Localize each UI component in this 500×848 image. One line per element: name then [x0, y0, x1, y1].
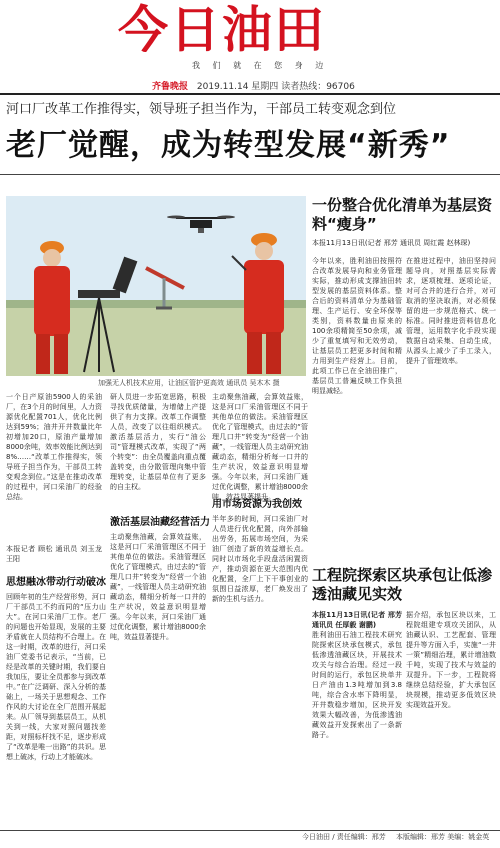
headline-rule — [0, 174, 500, 175]
footer-left: 今日油田 / 责任编辑：邢芳 — [302, 833, 386, 841]
section-body-1-text: 回顾年初的生产经营形势，河口厂干部员工不约而同的“压力山大”。在河口采油厂工作。老厂的问题也开始显现，发展的主要矛盾就在人员结构不合理上。在这一时期，改革的进行，河口采油厂党委书记表示，“当前，已经是改革的关键时期，我们要自我加压，要让全员都参与到改革中。”在广泛调研、深入分析的基础上，一场关于思想观念、工作作风的大讨论在全厂范围开展起来。从厂领导到基层员工，从机关到一线，大家对照问题找差距，对照标杆找不足，逐步形成了“改革是唯一出路”的共识。思想上破冰，行动上才能破冰。 — [6, 593, 106, 761]
middle-body-continued — [212, 392, 308, 501]
lead-headline: 老厂觉醒，成为转型发展“新秀” — [6, 128, 451, 163]
lead-intro-text: 一个日产原油5900人的采油厂，在3个月的时间里，人力资源优化配置701人，优化比例达到59%；油井开井数量比年初增加20口，原油产量增加8000余吨，效率效能比例达到8%……“改革工作推得实，领导班子担当作为，干部员工转变观念到位。”这是在推动改革的过程中，河口采油厂的经验总结。 — [6, 393, 102, 501]
story2-byline: 本报11月13日讯(记者 邢芳 通讯员 周红霞 赵林琛) — [312, 239, 471, 247]
lead-kicker: 河口厂改革工作推得实，领导班子担当作为，干部员工转变观念到位 — [6, 102, 397, 117]
page-footer — [0, 830, 500, 844]
masthead — [0, 0, 500, 90]
lead-intro — [6, 392, 102, 542]
story2-title: 一份整合优化清单为基层资料“瘦身” — [312, 196, 493, 233]
story3-body2-text: 据介绍，承包区块以来，工程院组建专项攻关团队，从油藏认识、工艺配套、管理提升等方面入手，实施“一井一策”精细治理，累计增油数千吨，实现了技术与效益的双提升。下一步，工程院将继续总结经验，扩大承包区块规模，推动更多低效区块实现效益开发。 — [406, 611, 496, 709]
issue-date: 2019.11.14 — [196, 82, 249, 92]
paper-name: 齐鲁晚报 — [152, 82, 189, 92]
middle-body-continued-text: 主动聚焦油藏，会算效益账，这是河口厂采油管理区不同于其他单位的做法。采油管理区优化了管理模式，由过去的“管理几口井”转变为“经营一个油藏”，一线管理人员主动研究油藏动态，精细分析每一口井的生产状况，效益意识明显增强。今年以来，河口采油厂通过优化调整，累计增油8000余吨，效益显著提升。 — [212, 393, 308, 501]
story2-body-text: 今年以来，胜利油田按照符合改革发展导向和业务管理实际，推动形成支撑油田转型发展的基层资料体系。整合后的资料清单分为基础管理、生产运行、安全环保等类别，资料数量由原来的100余项精简至50余项，减少了重复填写和无效劳动，让基层员工把更多时间和精力用到生产经营上。目前，此项工作已在全油田推广，基层员工普遍反映工作负担明显减轻。 — [312, 257, 402, 395]
section-title-2: 激活基层油藏经营活力 — [110, 517, 210, 528]
section-body-3 — [212, 514, 308, 824]
middle-body — [110, 392, 206, 512]
issue-weekday: 星期四 — [251, 82, 279, 92]
section-title-1: 思想融冰带动行动破冰 — [6, 577, 106, 588]
lead-photo — [6, 196, 306, 376]
story3-byline: 本报11月13日讯(记者 邢芳 通讯员 任厚毅 谢鹏) — [312, 611, 402, 629]
lead-byline — [6, 544, 102, 574]
issue-meta — [152, 79, 355, 92]
reader-hotline: 读者热线：96706 — [281, 82, 355, 92]
middle-body-text: 研人员进一步拓宽思路，积极寻找优质储量，为增储上产提供了有力支撑。改革工作调整人员，改变了以往组织模式。激活基层活力，实行“油公司”管理模式改革，实现了“两个转变”：由全员覆盖向重点覆盖转变，由分散管理向集中管理转变，让基层单位有了更多的自主权。 — [110, 393, 206, 491]
story3-body-col2 — [406, 610, 496, 826]
story2-body-col1 — [312, 256, 402, 556]
masthead-rule — [0, 93, 500, 95]
story-resource-list — [312, 196, 496, 248]
oilfield-photo-illustration — [6, 196, 306, 376]
section-body-1 — [6, 592, 106, 824]
story3-body-text: 胜利油田石油工程技术研究院探索区块承包模式，承包低渗透油藏区块，开展技术攻关与综合治理。经过一段时间的运行，承包区块单井日产油由1.3吨增加到3.8吨，综合含水率下降明显，开井数稳步增加，区块开发效果大幅改善，为低渗透油藏效益开发探索出了一条新路子。 — [312, 631, 402, 739]
story3-title: 工程院探索区块承包让低渗透油藏见实效 — [312, 566, 493, 603]
story2-body2-text: 在推进过程中，油田坚持问题导向，对照基层实际需求，逐项梳理、逐项论证，对可合并的进行合并，对可取消的坚决取消，对必须保留的进一步规范格式、统一标准。同时推进资料信息化管理，运用数字化手段实现数据自动采集、自动生成，从源头上减少了手工录入，提升了管理效率。 — [406, 257, 496, 365]
footer-right: 本版编辑：邢芳 美编：姚金英 — [396, 833, 490, 841]
lead-byline-text: 本报记者 顾松 通讯员 刘玉龙 王阳 — [6, 545, 102, 563]
photo-caption: 加强无人机技术应用，让油区管护更高效 通讯员 吴木木 摄 — [98, 379, 280, 387]
story2-body-col2 — [406, 256, 496, 556]
newspaper-brand: 今日油田 — [118, 1, 326, 59]
section-title-3: 用市场资源为我创效 — [212, 499, 302, 510]
brand-slogan: 我 们 就 在 您 身 边 — [192, 61, 329, 70]
section-body-2 — [110, 532, 206, 824]
section-body-2-text: 主动聚焦油藏，会算效益账，这是河口厂采油管理区不同于其他单位的做法。采油管理区优化了管理模式，由过去的“管理几口井”转变为“经营一个油藏”，一线管理人员主动研究油藏动态，精细分析每一口井的生产状况，效益意识明显增强。今年以来，河口采油厂通过优化调整，累计增油8000余吨，效益显著提升。 — [110, 533, 206, 641]
section-body-3-text: 半年多的时间，河口采油厂对人员进行优化配置，向外部输出劳务，拓展市场空间，为采油厂创造了新的效益增长点。同时以市场化手段盘活闲置资产，推动资源在更大范围内优化配置，全厂上下干事创业的氛围日益浓厚，老厂焕发出了新的生机与活力。 — [212, 515, 308, 603]
story3-body-col1 — [312, 610, 402, 826]
